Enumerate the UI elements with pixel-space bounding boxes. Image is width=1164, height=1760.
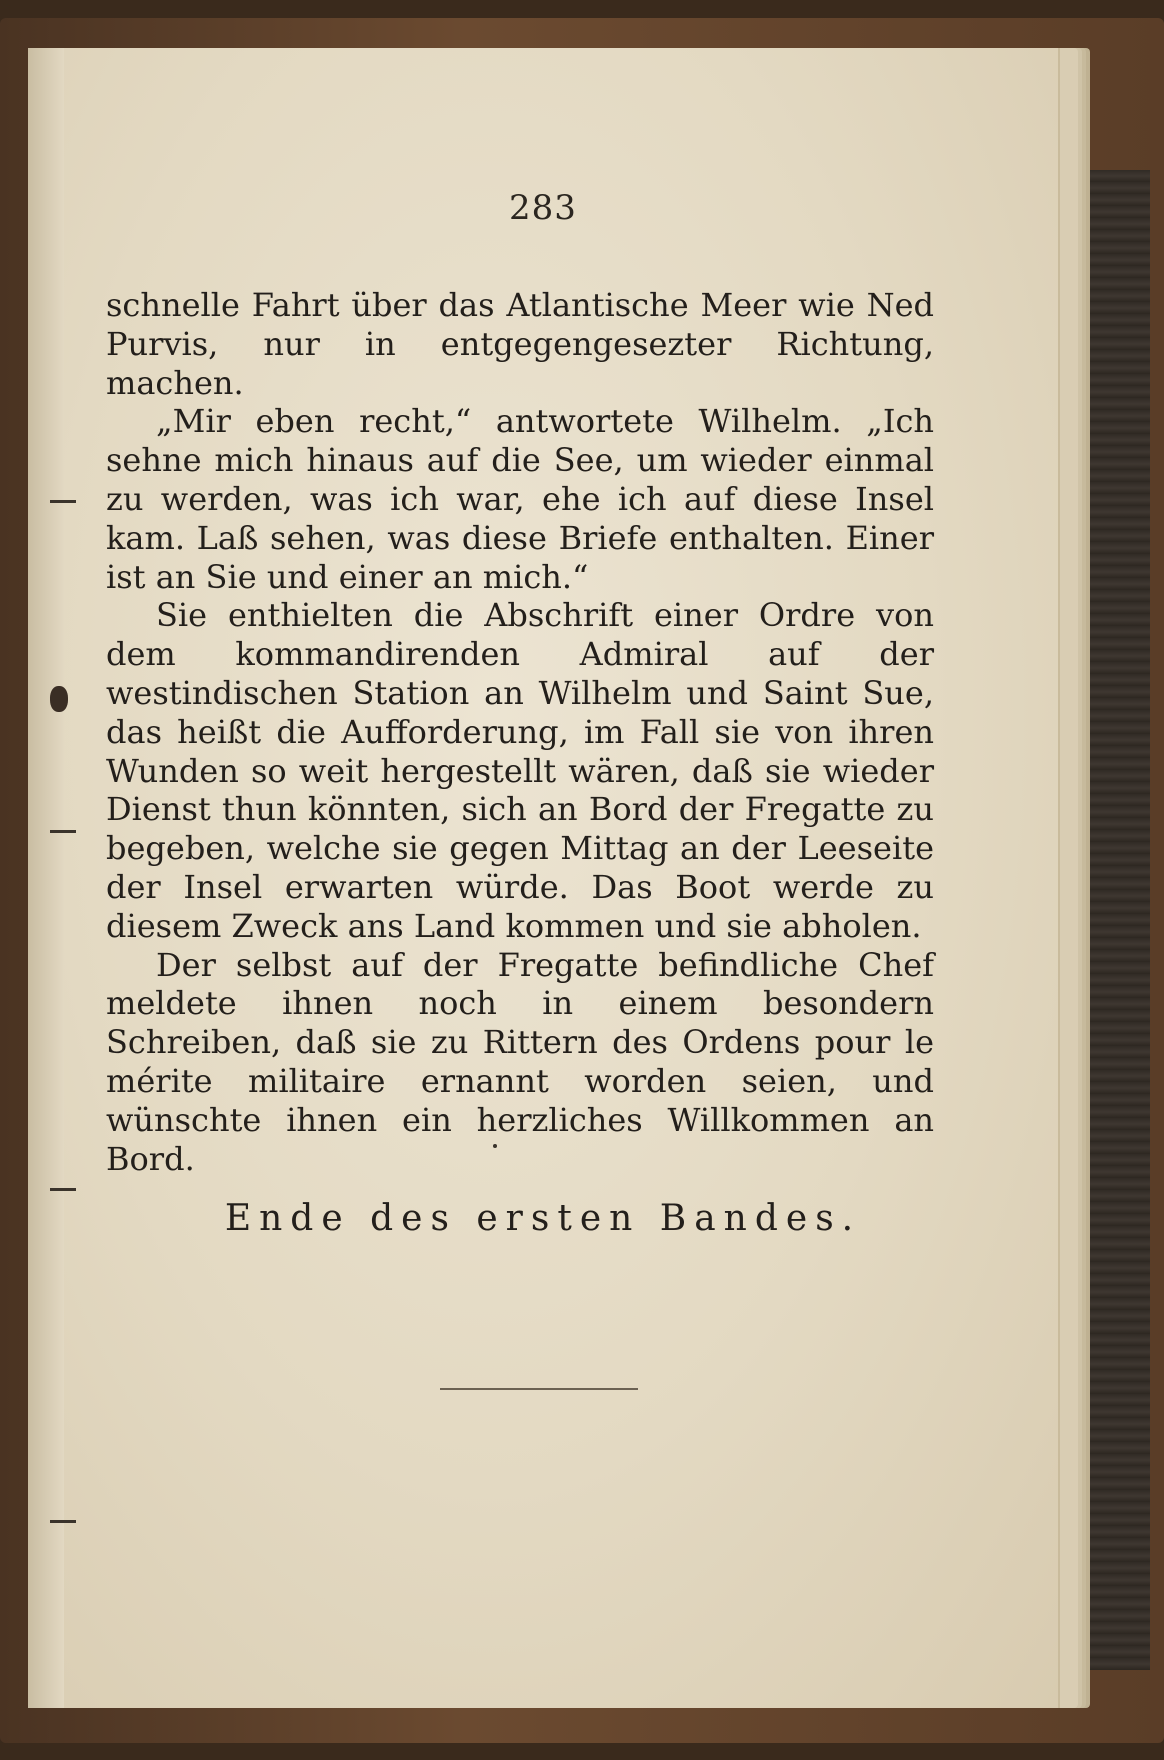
book-page: [28, 48, 1060, 1708]
page-number: 283: [509, 188, 577, 228]
closing-rule: [440, 1388, 638, 1390]
margin-mark: [50, 830, 76, 833]
paragraph: schnelle Fahrt über das Atlantische Meer wie Ned Purvis, nur in entgegengesezter Richtung, machen.: [106, 286, 934, 402]
ornament-dot: [493, 1144, 497, 1148]
book-spine-edge: [1070, 170, 1150, 1670]
margin-mark: [50, 1188, 76, 1191]
paragraph: Sie enthielten die Abschrift einer Ordre von dem kommandirenden Admiral auf der westindischen Station an Wilhelm und Saint Sue, das heißt die Aufforderung, im Fall sie von ihren Wunden so weit hergestellt wären, daß sie wieder Dienst thun könnten, sich an Bord der Fregatte zu begeben, welche sie gegen Mittag an der Leeseite der Insel erwarten würde. Das Boot werde zu diesem Zweck ans Land kommen und sie abholen.: [106, 596, 934, 945]
margin-mark: [50, 500, 76, 503]
page-gutter: [28, 48, 64, 1708]
volume-end-line: Ende des ersten Bandes.: [224, 1198, 862, 1239]
body-text: [106, 286, 934, 1178]
paragraph: Der selbst auf der Fregatte befindliche Chef meldete ihnen noch in einem besondern Schreiben, daß sie zu Rittern des Ordens pour le mérite militaire ernannt worden seien, und wünschte ihnen ein herzliches Willkommen an Bord.: [106, 945, 934, 1178]
margin-mark: [50, 1520, 76, 1523]
paragraph: „Mir eben recht,“ antwortete Wilhelm. „Ich sehne mich hinaus auf die See, um wieder einmal zu werden, was ich war, ehe ich auf diese Insel kam. Laß sehen, was diese Briefe enthalten. Einer ist an Sie und einer an mich.“: [106, 402, 934, 596]
ink-blot: [50, 686, 68, 712]
page-stack: [28, 48, 1078, 1708]
